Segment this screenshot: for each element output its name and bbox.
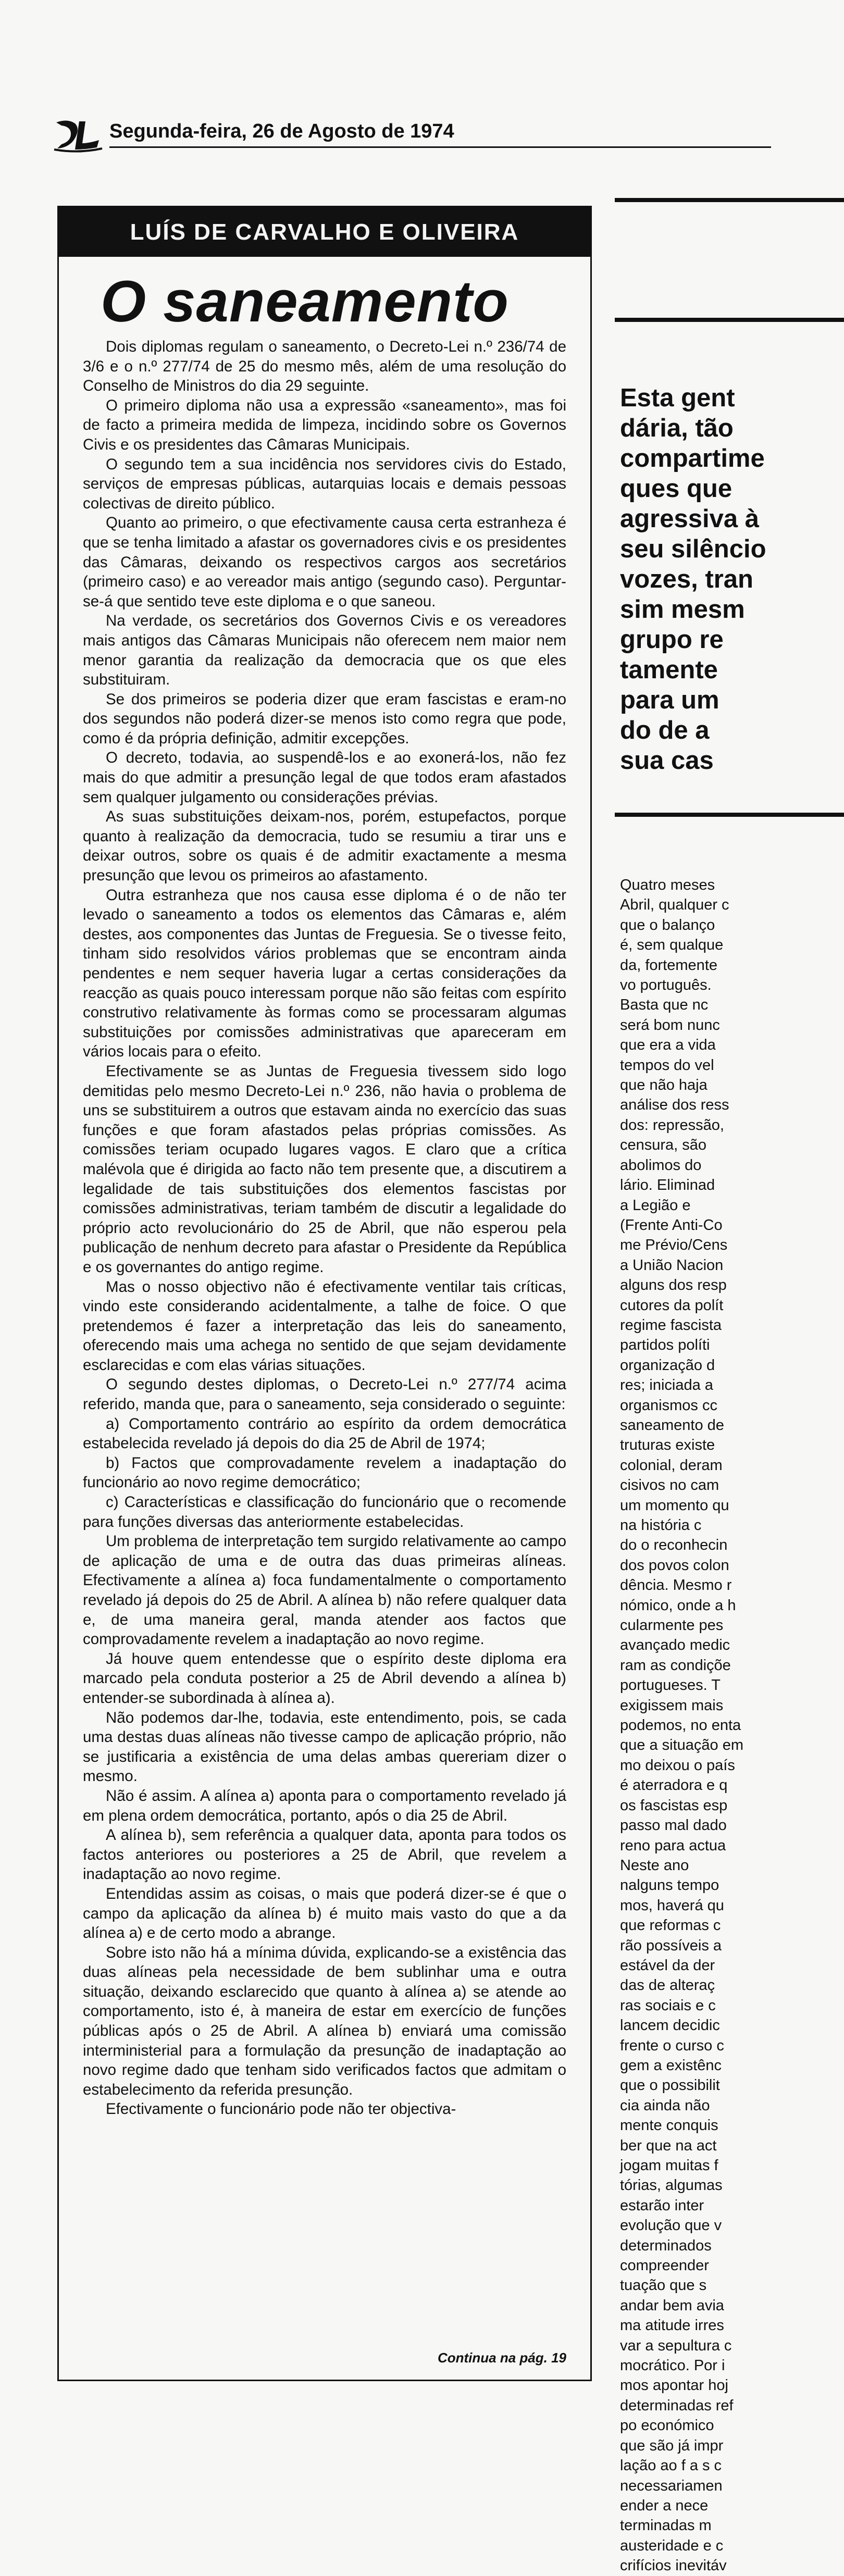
body-line: determinadas ref bbox=[620, 2397, 734, 2414]
body-line: dos: repressão, bbox=[620, 1116, 724, 1134]
body-line: alguns dos resp bbox=[620, 1277, 727, 1294]
article-paragraph: Efectivamente se as Juntas de Freguesia tivessem sido logo demitidas pelo mesmo Decreto-Lei n.º 236, não havia o problema de uns se substituirem a outros que estavam ainda no exercício das suas funções e que foram afastados pelas próprias comissões. As comissões teriam ocupado lugares vagos. E claro que a crítica malévola que é dirigida ao facto não tem presente que, a discutirem a legalidade de tais substituições dos elementos fascistas por comissões administrativas, teriam também de discutir a legalidade do próprio acto revolucionário do 25 de Abril, que não esperou pela publicação de nenhum decreto para afastar o Presidente da República e os governantes do antigo regime. bbox=[83, 1062, 566, 1276]
body-line: Neste ano bbox=[620, 1857, 689, 1874]
article-paragraph: Um problema de interpretação tem surgido relativamente ao campo de aplicação de uma e de outra das duas primeiras alíneas. Efectivamente a alínea a) foca fundamentalmente o comportamento revelado já depois do 25 de Abril. A alínea b) não refere qualquer data e, de uma maneira geral, manda atender aos factos que comprovadamente revelem a inadaptação ao novo regime. bbox=[83, 1533, 566, 1648]
article-paragraph: Já houve quem entendesse que o espírito deste diploma era marcado pela conduta posterior a 25 de Abril devendo a alínea b) entender-se subordinada à alínea a). bbox=[83, 1650, 566, 1707]
lead-line: vozes, tran bbox=[620, 565, 753, 593]
article-headline: O saneamento bbox=[101, 269, 509, 334]
article-paragraph: Dois diplomas regulam o saneamento, o Decreto-Lei n.º 236/74 de 3/6 e o n.º 277/74 de 25 do mesmo mês, além de uma resolução do Conselho de Ministros do dia 29 seguinte. bbox=[83, 338, 566, 395]
body-line: var a sepultura c bbox=[620, 2337, 732, 2354]
body-line: jogam muitas f bbox=[620, 2157, 718, 2174]
body-line: vo português. bbox=[620, 977, 712, 994]
body-line: Abril, qualquer c bbox=[620, 897, 729, 914]
body-line: evolução que v bbox=[620, 2217, 722, 2234]
body-line: cularmente pes bbox=[620, 1617, 724, 1634]
body-line: que era a vida bbox=[620, 1037, 716, 1054]
body-line: compreender bbox=[620, 2257, 709, 2274]
continued-note: Continua na pág. 19 bbox=[437, 2350, 566, 2366]
body-line: truturas existe bbox=[620, 1437, 715, 1454]
body-line: rão possíveis a bbox=[620, 1937, 722, 1954]
lead-line: agressiva à bbox=[620, 505, 759, 533]
body-line: será bom nunc bbox=[620, 1016, 720, 1034]
article-paragraph: Outra estranheza que nos causa esse diploma é o de não ter levado o saneamento a todos os elementos das Câmaras e, além destes, aos componentes das Juntas de Freguesia. Se o tivesse feito, tinham sido resolvidos vários problemas que se encontram ainda pendentes e nem sequer haveria lugar a certas considerações da reacção as quais pouco interessam porque não são feitas com espírito construtivo relativamente às formas como se processaram algumas substituições por comissões administrativas que apareceram em vários locais para o efeito. bbox=[83, 886, 566, 1061]
adjacent-column bbox=[615, 198, 842, 2574]
body-line: os fascistas esp bbox=[620, 1797, 728, 1814]
body-line: austeridade e c bbox=[620, 2537, 724, 2554]
body-line: ram as condiçõe bbox=[620, 1657, 731, 1674]
body-line: que a situação em bbox=[620, 1737, 743, 1754]
body-line: a União Nacion bbox=[620, 1256, 724, 1274]
body-line: ender a nece bbox=[620, 2497, 709, 2514]
article-paragraph: Na verdade, os secretários dos Governos Civis e os vereadores mais antigos das Câmaras Municipais não oferecem nem maior nem menor garantia da realização da democracia que os que eles substituiram. bbox=[83, 612, 566, 689]
body-line: necessariamen bbox=[620, 2477, 723, 2494]
article-paragraph: c) Características e classificação do funcionário que o recomende para funções diversas das anteriormente estabelecidas. bbox=[83, 1494, 566, 1530]
body-line: que o balanço bbox=[620, 916, 715, 934]
masthead-rule bbox=[109, 146, 771, 148]
body-line: ras sociais e c bbox=[620, 1997, 716, 2014]
body-line: cia ainda não bbox=[620, 2097, 710, 2114]
column-rule bbox=[615, 318, 844, 322]
body-line: estarão inter bbox=[620, 2197, 704, 2214]
column-rule bbox=[615, 813, 844, 817]
body-line: (Frente Anti-Co bbox=[620, 1216, 723, 1234]
author-byline: LUÍS DE CARVALHO E OLIVEIRA bbox=[59, 207, 590, 257]
article-paragraph: b) Factos que comprovadamente revelem a inadaptação do funcionário ao novo regime democrático; bbox=[83, 1454, 566, 1491]
body-line: avançado medic bbox=[620, 1637, 730, 1654]
body-line: ber que na act bbox=[620, 2137, 717, 2154]
column-rule bbox=[615, 198, 844, 202]
lead-line: grupo re bbox=[620, 626, 724, 654]
body-line: passo mal dado bbox=[620, 1817, 727, 1834]
body-line: abolimos do bbox=[620, 1156, 702, 1174]
body-line: Quatro meses bbox=[620, 877, 715, 893]
article-paragraph: Entendidas assim as coisas, o mais que poderá dizer-se é que o campo da aplicação da alínea b) é muito mais vasto do que a da alínea a) e de certo modo a abrange. bbox=[83, 1885, 566, 1942]
body-line: colonial, deram bbox=[620, 1457, 723, 1474]
body-line: organização d bbox=[620, 1357, 715, 1374]
body-line: na história c bbox=[620, 1517, 702, 1534]
body-line: um momento qu bbox=[620, 1497, 729, 1514]
body-line: da, fortemente bbox=[620, 956, 717, 974]
lead-line: ques que bbox=[620, 475, 733, 503]
body-line: crifícios inevitáv bbox=[620, 2557, 727, 2574]
body-line: nalguns tempo bbox=[620, 1877, 719, 1894]
body-line: mos apontar hoj bbox=[620, 2377, 728, 2394]
body-line: partidos políti bbox=[620, 1337, 710, 1354]
article-paragraph: O segundo destes diplomas, o Decreto-Lei n.º 277/74 acima referido, manda que, para o saneamento, seja considerado o seguinte: bbox=[83, 1376, 566, 1413]
body-line: mo deixou o país bbox=[620, 1757, 735, 1774]
body-line: dência. Mesmo r bbox=[620, 1577, 732, 1594]
article-paragraph: O segundo tem a sua incidência nos servidores civis do Estado, serviços de empresas públicas, autarquias locais e demais pessoas colectivas de direito público. bbox=[83, 455, 566, 512]
article-paragraph: Efectivamente o funcionário pode não ter objectiva- bbox=[106, 2100, 456, 2118]
body-line: regime fascista bbox=[620, 1316, 722, 1334]
lead-line: tamente bbox=[620, 656, 718, 684]
article-paragraph: Se dos primeiros se poderia dizer que eram fascistas e eram-no dos segundos não poderá dizer-se menos isto como regra que pode, como é da própria definição, admitir excepções. bbox=[83, 690, 566, 747]
body-line: cutores da polít bbox=[620, 1297, 724, 1314]
body-line: do o reconhecin bbox=[620, 1537, 728, 1554]
body-line: análise dos ress bbox=[620, 1097, 729, 1114]
body-line: saneamento de bbox=[620, 1416, 724, 1434]
body-line: que o possibilit bbox=[620, 2077, 720, 2094]
body-line: a Legião e bbox=[620, 1197, 691, 1214]
body-line: que são já impr bbox=[620, 2437, 724, 2454]
adjacent-body bbox=[620, 875, 839, 2576]
lead-line: para um bbox=[620, 686, 719, 714]
body-line: nómico, onde a h bbox=[620, 1597, 736, 1614]
body-line: gem a existênc bbox=[620, 2057, 722, 2074]
body-line: ma atitude irres bbox=[620, 2317, 724, 2334]
body-line: lancem decidic bbox=[620, 2017, 720, 2034]
body-line: mos, haverá qu bbox=[620, 1897, 724, 1914]
article-paragraph: As suas substituições deixam-nos, porém, estupefactos, porque quanto à realização da democracia, tudo se resumiu a tirar uns e deixar outros, sobre os quais é de admitir exactamente a mesma presunção que levou os primeiros ao afastamento. bbox=[83, 808, 566, 885]
article-paragraph: O decreto, todavia, ao suspendê-los e ao exonerá-los, não fez mais do que admitir a presunção legal de que todos eram afastados sem qualquer julgamento ou considerações prévias. bbox=[83, 749, 566, 806]
body-line: me Prévio/Cens bbox=[620, 1237, 728, 1254]
article-paragraph: Não é assim. A alínea a) aponta para o comportamento revelado já em plena ordem democrática, portanto, após o dia 25 de Abril. bbox=[83, 1787, 566, 1824]
body-line: é, sem qualque bbox=[620, 937, 724, 954]
lead-line: sim mesm bbox=[620, 595, 745, 624]
body-line: mocrático. Por i bbox=[620, 2357, 725, 2374]
body-line: Basta que nc bbox=[620, 997, 709, 1014]
body-line: cisivos no cam bbox=[620, 1477, 719, 1494]
body-line: é aterradora e q bbox=[620, 1777, 728, 1794]
body-line: que reformas c bbox=[620, 1917, 721, 1934]
article-paragraph: Quanto ao primeiro, o que efectivamente causa certa estranheza é que se tenha limitado a afastar os governadores civis e os presidentes das Câmaras, deixando os respectivos cargos aos secretários (primeiro caso) e ao vereador mais antigo (segundo caso). Perguntar-se-á que sentido teve este diploma e o que saneou. bbox=[83, 514, 566, 610]
article-paragraph: Sobre isto não há a mínima dúvida, explicando-se a existência das duas alíneas pela necessidade de bem sublinhar uma e outra situação, deixando esclarecido que quanto à alínea a) se atende ao comportamento, isto é, à maneira de estar em exercício de funções públicas após o 25 de Abril. A alínea b) enviará uma comissão interministerial para a formulação da presunção de inadaptação ao novo regime dado que tenham sido verificados factos que admitam o estabelecimento da referida presunção. bbox=[83, 1944, 566, 2098]
article-paragraph: Mas o nosso objectivo não é efectivamente ventilar tais críticas, vindo este considerando acidentalmente, a talhe de foice. O que pretendemos é fazer a interpretação das leis do saneamento, oferecendo mais uma achega no sentido de que sejam devidamente esclarecidas e com elas várias situações. bbox=[83, 1278, 566, 1374]
body-line: tempos do vel bbox=[620, 1056, 714, 1074]
body-line: exigissem mais bbox=[620, 1697, 724, 1714]
body-line: organismos cc bbox=[620, 1397, 717, 1414]
lead-line: seu silêncio bbox=[620, 535, 766, 563]
body-line: terminadas m bbox=[620, 2517, 712, 2534]
lead-line: sua cas bbox=[620, 746, 714, 775]
lead-line: Esta gent bbox=[620, 384, 735, 412]
body-line: tuação que s bbox=[620, 2277, 707, 2294]
body-line: tórias, algumas bbox=[620, 2177, 723, 2194]
article-paragraph: O primeiro diploma não usa a expressão «saneamento», mas foi de facto a primeira medida de limpeza, incidindo sobre os Governos Civis e os presidentes das Câmaras Municipais. bbox=[83, 396, 566, 453]
adjacent-lead bbox=[620, 383, 839, 776]
body-line: estável da der bbox=[620, 1957, 715, 1974]
newspaper-logo bbox=[52, 117, 104, 154]
body-line: andar bem avia bbox=[620, 2297, 724, 2314]
body-line: portugueses. T bbox=[620, 1677, 721, 1694]
body-line: dos povos colon bbox=[620, 1557, 729, 1574]
lead-line: do de a bbox=[620, 716, 710, 744]
article-paragraph: a) Comportamento contrário ao espírito da ordem democrática estabelecida revelado já depois do dia 25 de Abril de 1974; bbox=[83, 1415, 566, 1452]
article-box bbox=[57, 206, 592, 2381]
lead-line: compartime bbox=[620, 444, 765, 472]
body-line: podemos, no enta bbox=[620, 1717, 741, 1734]
body-line: po económico bbox=[620, 2417, 714, 2434]
body-line: mente conquis bbox=[620, 2117, 718, 2134]
body-line: lação ao f a s c bbox=[620, 2457, 722, 2474]
body-line: determinados bbox=[620, 2237, 712, 2254]
article-body bbox=[83, 337, 566, 2119]
masthead bbox=[52, 117, 771, 154]
lead-line: dária, tão bbox=[620, 414, 734, 442]
issue-date: Segunda-feira, 26 de Agosto de 1974 bbox=[109, 120, 454, 142]
body-line: censura, são bbox=[620, 1137, 707, 1154]
article-paragraph: A alínea b), sem referência a qualquer data, aponta para todos os factos anteriores ou posteriores a 25 de Abril, que revelem a inadaptação ao novo regime. bbox=[83, 1826, 566, 1883]
body-line: das de alteraç bbox=[620, 1977, 715, 1994]
body-line: frente o curso c bbox=[620, 2037, 724, 2054]
body-line: res; iniciada a bbox=[620, 1377, 713, 1394]
article-paragraph: Não podemos dar-lhe, todavia, este entendimento, pois, se cada uma destas duas alíneas não tivesse campo de aplicação próprio, não se justificaria a existência de uma delas ambas quereriam dizer o mesmo. bbox=[83, 1709, 566, 1785]
body-line: lário. Eliminad bbox=[620, 1177, 715, 1194]
body-line: que não haja bbox=[620, 1077, 708, 1094]
body-line: reno para actua bbox=[620, 1837, 726, 1854]
